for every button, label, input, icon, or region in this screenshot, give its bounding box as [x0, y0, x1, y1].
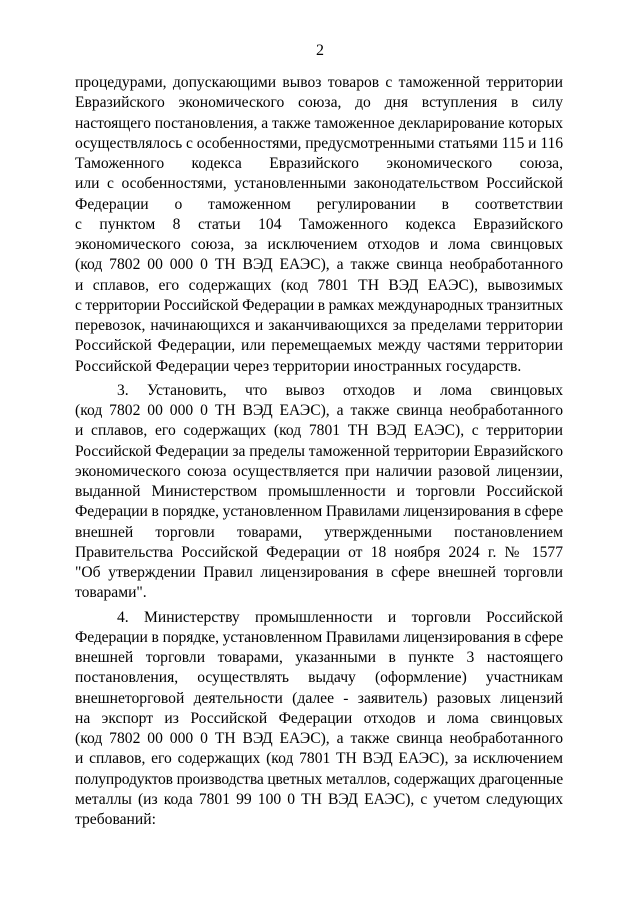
- paragraph-1: [75, 73, 563, 377]
- text-line: требований:: [75, 811, 156, 828]
- text-line: перевозок, начинающихся и заканчивающихся за пределами территории: [75, 317, 563, 334]
- text-line: внешней торговли товарами, указанными в пункте 3 настоящего: [75, 649, 563, 666]
- text-line: (код 7802 00 000 0 ТН ВЭД ЕАЭС), а также свинца необработанного: [75, 730, 563, 747]
- text-line: Федерации в порядке, установленном Правилами лицензирования в сфере: [75, 503, 564, 521]
- text-line: Евразийского экономического союза, до дня вступления в силу: [75, 94, 563, 112]
- text-line: "Об утверждении Правил лицензирования в сфере внешней торговли: [75, 564, 563, 581]
- paragraph-item-3: [75, 381, 563, 604]
- text-line: экономического союза осуществляется при наличии разовой лицензии,: [75, 462, 563, 480]
- text-line: на экспорт из Российской Федерации отходов и лома свинцовых: [75, 709, 563, 727]
- text-line: экономического союза, за исключением отходов и лома свинцовых: [75, 236, 563, 253]
- text-line: полупродуктов производства цветных металлов, содержащих драгоценные: [75, 770, 564, 788]
- document-body: [75, 73, 563, 830]
- text-line: выданной Министерством промышленности и торговли Российской: [75, 483, 563, 500]
- text-line: Федерации в порядке, установленном Правилами лицензирования в сфере: [75, 628, 564, 646]
- text-line: и сплавов, его содержащих (код 7801 ТН ВЭД ЕАЭС), за исключением: [75, 750, 563, 768]
- text-line: и сплавов, его содержащих (код 7801 ТН ВЭД ЕАЭС), вывозимых: [75, 276, 563, 294]
- text-line: Федерации о таможенном регулировании в соответствии: [75, 195, 563, 213]
- text-line: Российской Федерации за пределы таможенной территории Евразийского: [75, 442, 564, 460]
- text-line: осуществлялось с особенностями, предусмотренными статьями 115 и 116: [75, 134, 563, 152]
- text-line: металлы (из кода 7801 99 100 0 ТН ВЭД ЕАЭС), с учетом следующих: [75, 790, 563, 808]
- text-line: или с особенностями, установленными законодательством Российской: [75, 175, 563, 193]
- text-line: с территории Российской Федерации в рамках международных транзитных: [75, 296, 564, 314]
- page-number: 2: [316, 42, 324, 59]
- paragraph-item-4: [75, 608, 563, 831]
- text-line: внешнеторговой деятельности (далее - заявитель) разовых лицензий: [75, 689, 563, 707]
- text-line: товарами".: [75, 584, 147, 602]
- text-line: с пунктом 8 статьи 104 Таможенного кодекса Евразийского: [75, 215, 563, 233]
- text-line: 3. Установить, что вывоз отходов и лома свинцовых: [117, 381, 563, 399]
- text-line: 4. Министерству промышленности и торговли Российской: [117, 608, 563, 626]
- text-line: процедурами, допускающими вывоз товаров с таможенной территории: [75, 74, 563, 91]
- text-line: и сплавов, его содержащих (код 7801 ТН ВЭД ЕАЭС), с территории: [75, 422, 563, 440]
- text-line: (код 7802 00 000 0 ТН ВЭД ЕАЭС), а также свинца необработанного: [75, 402, 563, 419]
- text-line: (код 7802 00 000 0 ТН ВЭД ЕАЭС), а также свинца необработанного: [75, 256, 563, 274]
- text-line: настоящего постановления, а также таможенное декларирование которых: [75, 114, 564, 132]
- text-line: Российской Федерации через территории иностранных государств.: [75, 357, 522, 375]
- text-line: внешней торговли товарами, утвержденными постановлением: [75, 523, 563, 541]
- text-line: Правительства Российской Федерации от 18 ноября 2024 г. № 1577: [75, 543, 563, 561]
- text-line: постановления, осуществлять выдачу (оформление) участникам: [75, 669, 563, 687]
- text-line: Российской Федерации, или перемещаемых между частями территории: [75, 337, 563, 355]
- text-line: Таможенного кодекса Евразийского экономического союза,: [75, 155, 563, 172]
